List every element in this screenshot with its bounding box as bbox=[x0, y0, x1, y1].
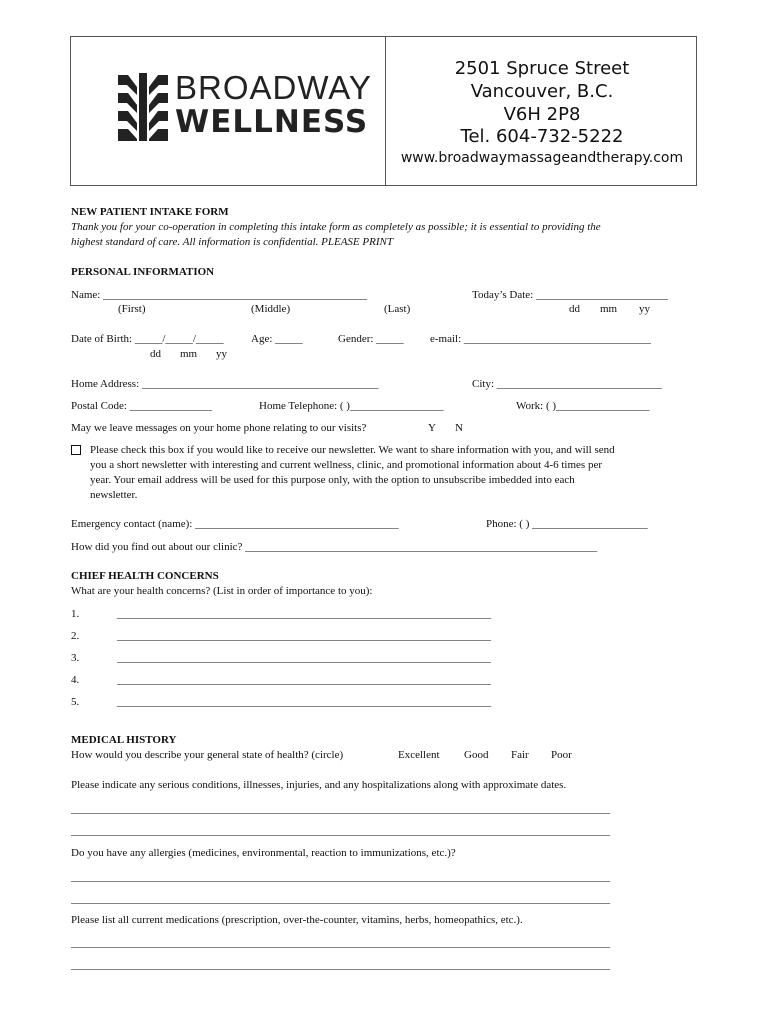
home-telephone-field[interactable]: Home Telephone: ( )_________________ bbox=[259, 400, 444, 412]
concern-line[interactable]: ____________________________________________________________________ bbox=[117, 630, 491, 642]
age-field[interactable]: Age: _____ bbox=[251, 333, 303, 345]
health-option-good[interactable]: Good bbox=[464, 749, 489, 761]
messages-question: May we leave messages on your home phone relating to our visits? bbox=[71, 422, 367, 434]
dob-mm-label: mm bbox=[180, 348, 198, 360]
messages-no-option[interactable]: N bbox=[455, 422, 463, 434]
gender-field[interactable]: Gender: _____ bbox=[338, 333, 404, 345]
medications-line[interactable]: __________________________________________________________________________________________________ bbox=[71, 937, 610, 949]
wheat-icon bbox=[117, 73, 169, 143]
referral-source-field[interactable]: How did you find out about our clinic? ________________________________________________________________ bbox=[71, 541, 598, 553]
concern-number: 1. bbox=[71, 608, 80, 620]
general-health-question: How would you describe your general state of health? (circle) bbox=[71, 749, 344, 761]
city-field[interactable]: City: ______________________________ bbox=[472, 378, 662, 390]
concern-line[interactable]: ____________________________________________________________________ bbox=[117, 608, 491, 620]
allergies-question: Do you have any allergies (medicines, environmental, reaction to immunizations, etc.)? bbox=[71, 847, 456, 859]
email-field[interactable]: e-mail: __________________________________ bbox=[430, 333, 651, 345]
concern-line[interactable]: ____________________________________________________________________ bbox=[117, 674, 491, 686]
medical-history-heading: MEDICAL HISTORY bbox=[71, 734, 177, 746]
emergency-contact-field[interactable]: Emergency contact (name): _____________________________________ bbox=[71, 518, 399, 530]
health-option-poor[interactable]: Poor bbox=[551, 749, 572, 761]
name-last-label: (Last) bbox=[384, 303, 411, 315]
intro-line-2: highest standard of care. All information is confidential. PLEASE PRINT bbox=[71, 236, 393, 248]
dob-field[interactable]: Date of Birth: _____/_____/_____ bbox=[71, 333, 224, 345]
name-first-label: (First) bbox=[118, 303, 146, 315]
dob-dd-label: dd bbox=[150, 348, 161, 360]
address-city: Vancouver, B.C. bbox=[470, 81, 614, 102]
personal-info-heading: PERSONAL INFORMATION bbox=[71, 266, 215, 278]
name-middle-label: (Middle) bbox=[251, 303, 291, 315]
postal-code-field[interactable]: Postal Code: _______________ bbox=[71, 400, 213, 412]
name-field[interactable]: Name: ________________________________________________ bbox=[71, 289, 368, 301]
newsletter-text-3: year. Your email address will be used for this purpose only, with the option to unsubscribe imbedded into each bbox=[90, 474, 575, 486]
conditions-line[interactable]: __________________________________________________________________________________________________ bbox=[71, 803, 610, 815]
chief-concerns-question: What are your health concerns? (List in order of importance to you): bbox=[71, 585, 373, 597]
newsletter-checkbox[interactable] bbox=[71, 445, 81, 455]
date-mm-label: mm bbox=[600, 303, 618, 315]
newsletter-text-2: you a short newsletter with interesting and current wellness, clinic, and promotional information about 4-6 times per bbox=[90, 459, 602, 471]
allergies-line[interactable]: __________________________________________________________________________________________________ bbox=[71, 871, 610, 883]
concern-number: 4. bbox=[71, 674, 80, 686]
allergies-line[interactable]: __________________________________________________________________________________________________ bbox=[71, 893, 610, 905]
header-box bbox=[70, 36, 697, 186]
health-option-fair[interactable]: Fair bbox=[511, 749, 529, 761]
conditions-line[interactable]: __________________________________________________________________________________________________ bbox=[71, 825, 610, 837]
work-phone-field[interactable]: Work: ( )_________________ bbox=[516, 400, 650, 412]
messages-yes-option[interactable]: Y bbox=[428, 422, 436, 434]
medications-question: Please list all current medications (prescription, over-the-counter, vitamins, herbs, homeopathics, etc.). bbox=[71, 914, 523, 926]
home-address-field[interactable]: Home Address: ___________________________________________ bbox=[71, 378, 379, 390]
concern-line[interactable]: ____________________________________________________________________ bbox=[117, 652, 491, 664]
newsletter-text-4: newsletter. bbox=[90, 489, 138, 501]
dob-yy-label: yy bbox=[216, 348, 227, 360]
logo-word-wellness: WELLNESS bbox=[175, 104, 369, 140]
concern-number: 3. bbox=[71, 652, 80, 664]
address-street: 2501 Spruce Street bbox=[454, 58, 630, 79]
concern-number: 2. bbox=[71, 630, 80, 642]
address-postal: V6H 2P8 bbox=[503, 104, 581, 125]
conditions-question: Please indicate any serious conditions, illnesses, injuries, and any hospitalizations along with approximate dates. bbox=[71, 779, 567, 791]
logo-word-broadway: BROADWAY bbox=[175, 69, 372, 106]
medications-line[interactable]: __________________________________________________________________________________________________ bbox=[71, 959, 610, 971]
address-telephone: Tel. 604-732-5222 bbox=[460, 126, 624, 147]
date-yy-label: yy bbox=[639, 303, 650, 315]
newsletter-text-1: Please check this box if you would like to receive our newsletter. We want to share information with you, and will send bbox=[90, 444, 615, 456]
website-link[interactable]: www.broadwaymassageandtherapy.com bbox=[400, 150, 684, 166]
emergency-phone-field[interactable]: Phone: ( ) _____________________ bbox=[486, 518, 648, 530]
health-option-excellent[interactable]: Excellent bbox=[398, 749, 440, 761]
concern-number: 5. bbox=[71, 696, 80, 708]
todays-date-field[interactable]: Today’s Date: ________________________ bbox=[472, 289, 668, 301]
intro-line-1: Thank you for your co-operation in completing this intake form as completely as possible; it is essential to providing the bbox=[71, 221, 601, 233]
logo bbox=[117, 69, 372, 143]
form-title: NEW PATIENT INTAKE FORM bbox=[71, 206, 229, 218]
date-dd-label: dd bbox=[569, 303, 580, 315]
chief-concerns-heading: CHIEF HEALTH CONCERNS bbox=[71, 570, 219, 582]
concern-line[interactable]: ____________________________________________________________________ bbox=[117, 696, 491, 708]
